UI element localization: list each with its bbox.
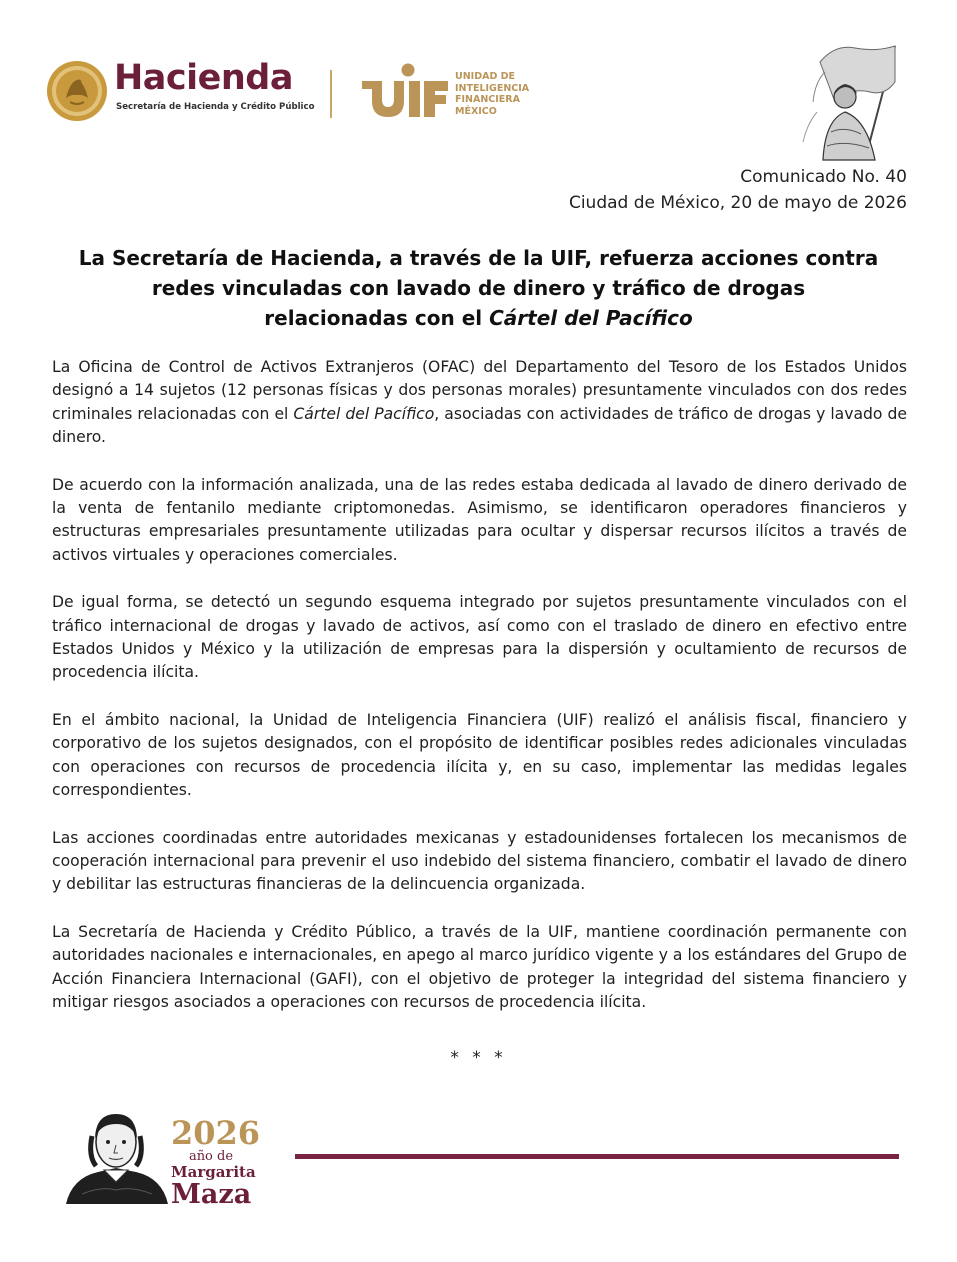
- press-release-title: [60, 243, 897, 333]
- uif-logo: [360, 63, 450, 119]
- title-line: redes vinculadas con lavado de dinero y tráfico de drogas: [151, 276, 806, 300]
- uif-text-line: INTELIGENCIA: [455, 82, 530, 94]
- heroine-flag-illustration: [795, 42, 910, 162]
- title-line: La Secretaría de Hacienda, a través de la UIF, refuerza acciones contra: [78, 246, 879, 270]
- paragraph-text: , asociadas con actividades de tráfico de drogas y lavado de dinero.: [52, 404, 907, 447]
- press-release-body: [52, 356, 907, 1038]
- title-line3-italic: Cártel del Pacífico: [489, 306, 693, 330]
- margarita-maza-portrait: [62, 1108, 170, 1204]
- closing-asterisks: * * *: [450, 1048, 507, 1068]
- year-of-margarita-maza: [171, 1114, 261, 1210]
- footer-ano-de: año de: [188, 1149, 234, 1164]
- footer-divider-line: [295, 1154, 899, 1159]
- footer-name-first: Margarita: [171, 1163, 256, 1181]
- paragraph-text: La Oficina de Control de Activos Extranjeros (OFAC) del Departamento del Tesoro de los Estados Unidos designó a 14 sujetos (12 personas físicas y dos personas morales) presuntamente vinculados con dos redes criminales relacionadas con el: [52, 358, 907, 423]
- uif-text-line: FINANCIERA: [455, 94, 520, 105]
- paragraph: Las acciones coordinadas entre autoridades mexicanas y estadounidenses fortalecen los mecanismos de cooperación internacional para prevenir el uso indebido del sistema financiero, combatir el lavado de dinero y debilitar las estructuras financieras de la delincuencia organizada.: [52, 828, 907, 894]
- comunicado-place-date: Ciudad de México, 20 de mayo de 2026: [568, 193, 907, 213]
- paragraph-italic: Cártel del Pacífico: [293, 404, 435, 423]
- document-header: [0, 0, 957, 165]
- paragraph: [52, 356, 907, 450]
- paragraph: De igual forma, se detectó un segundo esquema integrado por sujetos presuntamente vinculados con el tráfico internacional de drogas y lavado de activos, así como con el traslado de dinero en efectivo entre Estados Unidos y México y la utilización de empresas para la dispersión y ocultamiento de recursos de procedencia ilícita.: [52, 593, 907, 682]
- comunicado-block: [569, 164, 907, 216]
- comunicado-number: Comunicado No. 40: [740, 167, 907, 187]
- paragraph: La Secretaría de Hacienda y Crédito Público, a través de la UIF, mantiene coordinación permanente con autoridades nacionales e internacionales, en apego al marco jurídico vigente y a los estándares del Grupo de Acción Financiera Internacional (GAFI), con el objetivo de proteger la integridad del sistema financiero y mitigar riesgos asociados a operaciones con recursos de procedencia ilícita.: [52, 922, 907, 1011]
- title-line3-prefix: relacionadas con el: [264, 306, 490, 330]
- paragraph: En el ámbito nacional, la Unidad de Inteligencia Financiera (UIF) realizó el análisis fiscal, financiero y corporativo de los sujetos designados, con el propósito de identificar posibles redes adicionales vinculadas con operaciones con recursos de procedencia ilícita y, en su caso, implementar las medidas legales correspondientes.: [52, 710, 907, 800]
- uif-text-line: UNIDAD DE: [455, 71, 516, 82]
- uif-text: [455, 71, 529, 117]
- mexican-seal-icon: [46, 60, 108, 122]
- paragraph: De acuerdo con la información analizada, una de las redes estaba dedicada al lavado de dinero derivado de la venta de fentanilo mediante criptomonedas. Asimismo, se identificaron operadores financieros y estructuras empresariales presuntamente utilizadas para ocultar y dispersar recursos ilícitos a través de activos virtuales y operaciones comerciales.: [52, 475, 907, 564]
- footer-name-last: Maza: [171, 1179, 252, 1210]
- title-line: [60, 303, 897, 333]
- header-divider: [330, 70, 332, 118]
- hacienda-subtitle: Secretaría de Hacienda y Crédito Público: [116, 102, 315, 112]
- uif-text-line: MÉXICO: [455, 105, 497, 117]
- hacienda-title: Hacienda: [114, 58, 293, 98]
- footer-year: 2026: [171, 1114, 261, 1152]
